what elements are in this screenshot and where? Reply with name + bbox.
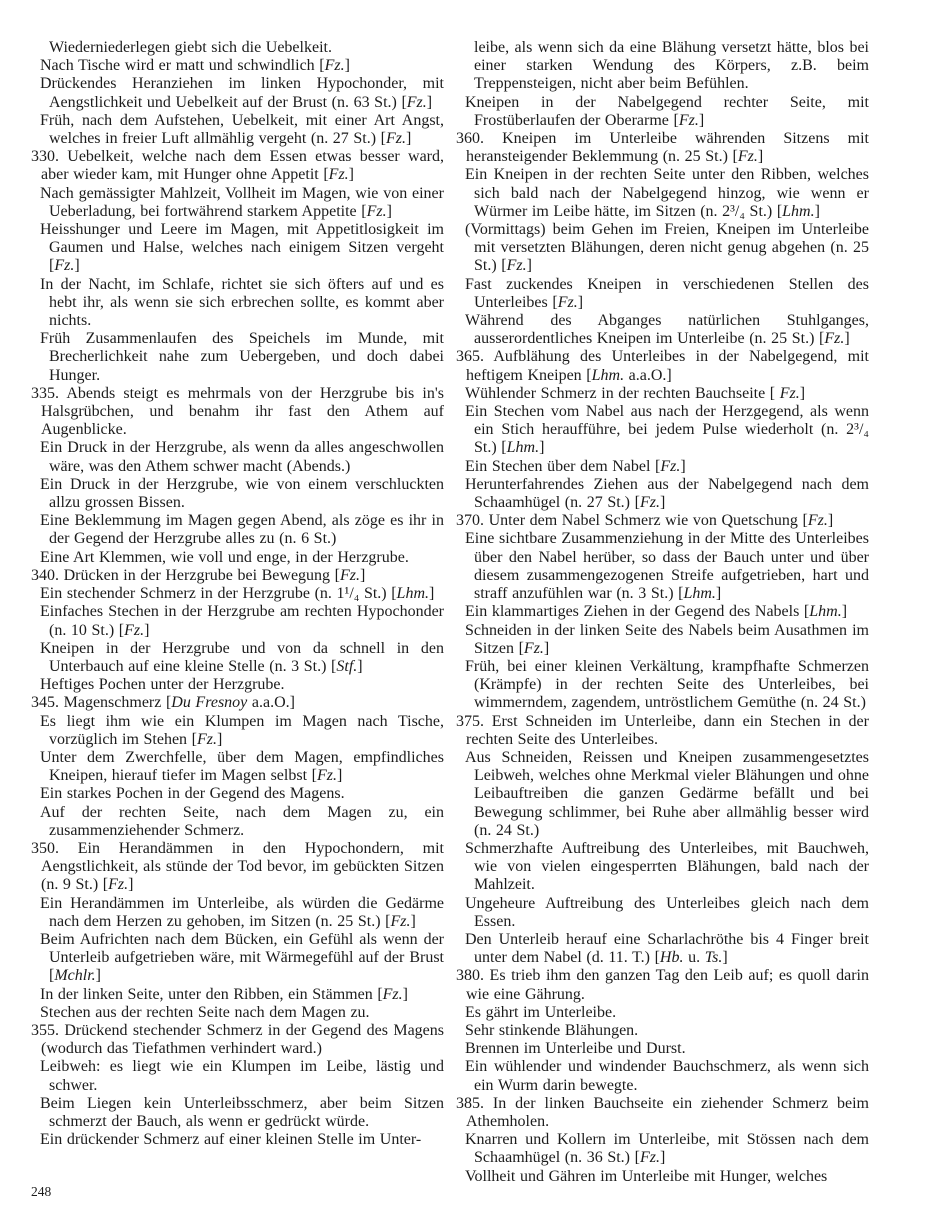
source-citation: Fz. bbox=[197, 730, 217, 748]
item-number: 385. bbox=[456, 1094, 493, 1112]
right-column bbox=[456, 39, 869, 1186]
symptom-paragraph: Schneiden in der linken Seite des Nabels beim Ausathmen im Sitzen [Fz.] bbox=[465, 621, 869, 657]
symptom-paragraph: Es liegt ihm wie ein Klumpen im Magen nach Tische, vorzüglich im Stehen [Fz.] bbox=[40, 712, 444, 748]
symptom-paragraph: Leibweh: es liegt wie ein Klumpen im Leibe, lästig und schwer. bbox=[40, 1058, 444, 1094]
source-citation: Fz. bbox=[382, 985, 403, 1003]
symptom-paragraph: Früh, nach dem Aufstehen, Uebelkeit, mit einer Art Angst, welches in freier Luft allmählig vergeht (n. 27 St.) [Fz.] bbox=[40, 111, 444, 148]
item-number: 365. bbox=[456, 348, 494, 366]
symptom-paragraph: Eine Beklemmung im Magen gegen Abend, als zöge es ihr in der Gegend der Herzgrube alles zu (n. 6 St.) bbox=[40, 512, 444, 548]
source-citation: Fz. bbox=[366, 202, 387, 220]
symptom-paragraph: Ein starkes Pochen in der Gegend des Magens. bbox=[40, 785, 345, 803]
symptom-paragraph: Beim Aufrichten nach dem Bücken, ein Gefühl als wenn der Unterleib aufgetrieben wäre, mit Wärmegefühl auf der Brust [Mchlr.] bbox=[40, 930, 444, 985]
symptom-paragraph: Früh, bei einer kleinen Verkältung, krampfhafte Schmerzen (Krämpfe) in der rechten Seite des Unterleibes, bei wimmerndem, zagendem, untröstlichem Gemüthe (n. 24 St.) bbox=[465, 657, 869, 712]
symptom-paragraph: Knarren und Kollern im Unterleibe, mit Stössen nach dem Schaamhügel (n. 36 St.) [Fz.] bbox=[465, 1131, 869, 1167]
symptom-paragraph: Wiederniederlegen giebt sich die Uebelkeit. bbox=[49, 39, 332, 56]
symptom-paragraph: Schmerzhafte Auftreibung des Unterleibes, mit Bauchweh, wie von vielen eingesperrten Blähungen, bald nach der Mahlzeit. bbox=[465, 839, 869, 894]
symptom-paragraph: Ein Kneipen in der rechten Seite unter den Ribben, welches sich bald nach der Nabelgegend hinzog, wie wenn er Würmer im Leibe hätte, im Sitzen (n. 2³/₄ St.) [Lhm.] bbox=[465, 166, 869, 220]
source-citation: Lhm. bbox=[396, 585, 429, 603]
symptom-paragraph: Ein drückender Schmerz auf einer kleinen Stelle im Unter- bbox=[40, 1131, 422, 1149]
numbered-symptom-paragraph: 345. Magenschmerz [Du Fresnoy a.a.O.] bbox=[31, 694, 295, 712]
source-citation: Du Fresnoy bbox=[171, 694, 248, 712]
symptom-paragraph: Nach Tische wird er matt und schwindlich [Fz.] bbox=[40, 57, 350, 75]
source-citation: Fz. bbox=[779, 384, 800, 402]
symptom-paragraph: Heisshunger und Leere im Magen, mit Appetitlosigkeit im Gaumen und Halse, welches nach einigem Sitzen vergeht [Fz.] bbox=[40, 221, 444, 275]
item-number: 350. bbox=[31, 839, 78, 857]
source-citation: Fz. bbox=[678, 111, 699, 129]
symptom-paragraph: In der Nacht, im Schlafe, richtet sie sich öfters auf und es hebt ihr, als wenn sie sich erbrechen sollte, es kommt aber nichts. bbox=[40, 275, 444, 330]
numbered-symptom-paragraph: 385. In der linken Bauchseite ein ziehender Schmerz beim Athemholen. bbox=[456, 1094, 869, 1130]
source-citation: Lhm. bbox=[506, 439, 540, 457]
source-citation: Lhm. bbox=[683, 585, 716, 603]
source-citation: Hb. bbox=[659, 949, 684, 967]
item-number: 330. bbox=[31, 148, 68, 166]
source-citation: Fz. bbox=[506, 257, 527, 275]
numbered-symptom-paragraph: 335. Abends steigt es mehrmals von der Herzgrube bis in's Halsgrübchen, und benahm ihr fast den Athem auf Augenblicke. bbox=[31, 384, 444, 439]
symptom-paragraph: Beim Liegen kein Unterleibsschmerz, aber beim Sitzen schmerzt der Bauch, als wenn er gedrückt würde. bbox=[40, 1094, 444, 1130]
source-citation: Fz. bbox=[390, 912, 411, 930]
symptom-paragraph: Eine Art Klemmen, wie voll und enge, in der Herzgrube. bbox=[40, 548, 409, 566]
symptom-paragraph: Drückendes Heranziehen im linken Hypochonder, mit Aengstlichkeit und Uebelkeit auf der Brust (n. 63 St.) [Fz.] bbox=[40, 75, 444, 111]
source-citation: Fz. bbox=[557, 293, 578, 311]
numbered-symptom-paragraph: 330. Uebelkeit, welche nach dem Essen etwas besser ward, aber wieder kam, mit Hunger ohne Appetit [Fz.] bbox=[31, 148, 444, 184]
symptom-paragraph: Fast zuckendes Kneipen in verschiedenen Stellen des Unterleibes [Fz.] bbox=[465, 275, 869, 311]
source-citation: Fz. bbox=[324, 57, 345, 75]
source-citation: Fz. bbox=[316, 767, 337, 785]
symptom-paragraph: Kneipen in der Herzgrube und von da schnell in den Unterbauch auf eine kleine Stelle (n. 3 St.) [Stf.] bbox=[40, 639, 444, 675]
symptom-paragraph: Ein stechender Schmerz in der Herzgrube (n. 1¹/₄ St.) [Lhm.] bbox=[40, 585, 435, 603]
symptom-paragraph: Ein Herandämmen im Unterleibe, als würden die Gedärme nach dem Herzen zu gehoben, im Sitzen (n. 25 St.) [Fz.] bbox=[40, 894, 444, 930]
numbered-symptom-paragraph: 375. Erst Schneiden im Unterleibe, dann ein Stechen in der rechten Seite des Unterleibes. bbox=[456, 712, 869, 748]
source-citation: Stf. bbox=[336, 657, 358, 675]
numbered-symptom-paragraph: 360. Kneipen im Unterleibe währenden Sitzens mit heransteigender Beklemmung (n. 25 St.) [Fz.] bbox=[456, 130, 869, 166]
source-citation: Fz. bbox=[54, 257, 75, 275]
source-citation: Fz. bbox=[340, 566, 360, 584]
symptom-paragraph: In der linken Seite, unter den Ribben, ein Stämmen [Fz.] bbox=[40, 985, 408, 1003]
source-citation: Lhm. bbox=[782, 202, 815, 220]
symptom-paragraph: Sehr stinkende Blähungen. bbox=[465, 1021, 639, 1039]
symptom-paragraph: Herunterfahrendes Ziehen aus der Nabelgegend nach dem Schaamhügel (n. 27 St.) [Fz.] bbox=[465, 475, 869, 512]
source-citation: Fz. bbox=[639, 1149, 660, 1167]
symptom-paragraph: (Vormittags) beim Gehen im Freien, Kneipen im Unterleibe mit versetzten Blähungen, deren nicht genug abgehen (n. 25 St.) [Fz.] bbox=[465, 221, 869, 275]
item-number: 355. bbox=[31, 1021, 65, 1039]
symptom-paragraph: Während des Abganges natürlichen Stuhlganges, ausserordentliches Kneipen im Unterleibe (n. 25 St.) [Fz.] bbox=[465, 312, 869, 348]
numbered-symptom-paragraph: 355. Drückend stechender Schmerz in der Gegend des Magens (wodurch das Tiefathmen verhindert ward.) bbox=[31, 1021, 444, 1058]
item-number: 380. bbox=[456, 967, 490, 985]
source-citation: Fz. bbox=[737, 148, 758, 166]
source-citation: Fz. bbox=[660, 457, 681, 475]
symptom-paragraph: Kneipen in der Nabelgegend rechter Seite, mit Frostüberlaufen der Oberarme [Fz.] bbox=[465, 93, 869, 129]
page-number: 248 bbox=[31, 1184, 52, 1199]
symptom-paragraph: Eine sichtbare Zusammenziehung in der Mitte des Unterleibes über den Nabel herüber, so dass der Bauch unter und über diesem zusammengezogenen Streife aufgetrieben, hart und straff anzufühlen war (n. 3 St.) [Lhm.] bbox=[465, 530, 869, 603]
symptom-paragraph: Aus Schneiden, Reissen und Kneipen zusammengesetztes Leibweh, welches ohne Merkmal vieler Blähungen und ohne Leibauftreiben die ganzen Gedärme befällt und bei Bewegung schlimmer, bei Ruhe aber allmählig besser wird (n. 24 St.) bbox=[465, 748, 869, 839]
symptom-paragraph: Ein klammartiges Ziehen in der Gegend des Nabels [Lhm.] bbox=[465, 603, 848, 621]
symptom-paragraph: Wühlender Schmerz in der rechten Bauchseite [ Fz.] bbox=[465, 384, 806, 402]
source-citation: Lhm. bbox=[809, 603, 842, 621]
text-columns bbox=[31, 39, 869, 1186]
symptom-paragraph: Den Unterleib herauf eine Scharlachröthe bis 4 Finger breit unter dem Nabel (d. 11. T.) [Hb. u. Ts.] bbox=[465, 930, 869, 967]
source-citation: Fz. bbox=[108, 876, 129, 894]
symptom-paragraph: Früh Zusammenlaufen des Speichels im Munde, mit Brecherlichkeit nahe zum Uebergeben, und doch dabei Hunger. bbox=[40, 330, 444, 384]
item-number: 340. bbox=[31, 566, 64, 584]
symptom-paragraph: Ein wühlender und windender Bauchschmerz, als wenn sich ein Wurm darin bewegte. bbox=[465, 1058, 869, 1094]
source-citation: Lhm. bbox=[591, 366, 625, 384]
source-citation: Fz. bbox=[639, 494, 660, 512]
symptom-paragraph: Einfaches Stechen in der Herzgrube am rechten Hypochonder (n. 10 St.) [Fz.] bbox=[40, 603, 444, 639]
source-citation: Fz. bbox=[824, 330, 845, 348]
source-citation: Fz. bbox=[406, 93, 427, 111]
symptom-paragraph: Auf der rechten Seite, nach dem Magen zu, ein zusammenziehender Schmerz. bbox=[40, 803, 444, 839]
symptom-paragraph: leibe, als wenn sich da eine Blähung versetzt hätte, blos bei einer starken Wendung des Körpers, z.B. beim Treppensteigen, nicht aber beim Befühlen. bbox=[474, 39, 869, 93]
item-number: 370. bbox=[456, 512, 489, 530]
source-citation: Ts. bbox=[704, 949, 723, 967]
symptom-paragraph: Vollheit und Gähren im Unterleibe mit Hunger, welches bbox=[465, 1167, 828, 1185]
symptom-paragraph: Ein Stechen vom Nabel aus nach der Herzgegend, als wenn ein Stich heraufführe, bei jedem Pulse wiederholt (n. 2³/₄ St.) [Lhm.] bbox=[465, 403, 869, 457]
source-citation: Fz. bbox=[386, 130, 407, 148]
item-number: 375. bbox=[456, 712, 492, 730]
symptom-paragraph: Unter dem Zwerchfelle, über dem Magen, empfindliches Kneipen, hierauf tiefer im Magen selbst [Fz.] bbox=[40, 748, 444, 785]
numbered-symptom-paragraph: 340. Drücken in der Herzgrube bei Bewegung [Fz.] bbox=[31, 566, 366, 584]
symptom-paragraph: Brennen im Unterleibe und Durst. bbox=[465, 1040, 686, 1058]
numbered-symptom-paragraph: 380. Es trieb ihm den ganzen Tag den Leib auf; es quoll darin wie eine Gährung. bbox=[456, 967, 869, 1003]
symptom-paragraph: Ein Stechen über dem Nabel [Fz.] bbox=[465, 457, 686, 475]
symptom-paragraph: Ungeheure Auftreibung des Unterleibes gleich nach dem Essen. bbox=[465, 894, 869, 930]
source-citation: Fz. bbox=[124, 621, 145, 639]
numbered-symptom-paragraph: 365. Aufblähung des Unterleibes in der Nabelgegend, mit heftigem Kneipen [Lhm. a.a.O.] bbox=[456, 348, 869, 384]
symptom-paragraph: Ein Druck in der Herzgrube, wie von einem verschluckten allzu grossen Bissen. bbox=[40, 475, 444, 512]
numbered-symptom-paragraph: 350. Ein Herandämmen in den Hypochondern, mit Aengstlichkeit, als stünde der Tod bevor, im gebückten Sitzen (n. 9 St.) [Fz.] bbox=[31, 839, 444, 894]
source-citation: Mchlr. bbox=[54, 967, 96, 985]
left-column bbox=[31, 39, 444, 1186]
source-citation: Fz. bbox=[807, 512, 828, 530]
source-citation: Fz. bbox=[523, 639, 544, 657]
item-number: 335. bbox=[31, 384, 67, 402]
item-number: 345. bbox=[31, 694, 64, 712]
symptom-paragraph: Nach gemässigter Mahlzeit, Vollheit im Magen, wie von einer Ueberladung, bei fortwährend starkem Appetite [Fz.] bbox=[40, 184, 444, 220]
symptom-paragraph: Stechen aus der rechten Seite nach dem Magen zu. bbox=[40, 1003, 370, 1021]
symptom-paragraph: Ein Druck in der Herzgrube, als wenn da alles angeschwollen wäre, was den Athem schwer macht (Abends.) bbox=[40, 439, 444, 475]
numbered-symptom-paragraph: 370. Unter dem Nabel Schmerz wie von Quetschung [Fz.] bbox=[456, 512, 834, 530]
symptom-paragraph: Heftiges Pochen unter der Herzgrube. bbox=[40, 676, 285, 694]
source-citation: Fz. bbox=[328, 166, 349, 184]
item-number: 360. bbox=[456, 130, 503, 148]
symptom-paragraph: Es gährt im Unterleibe. bbox=[465, 1003, 617, 1021]
